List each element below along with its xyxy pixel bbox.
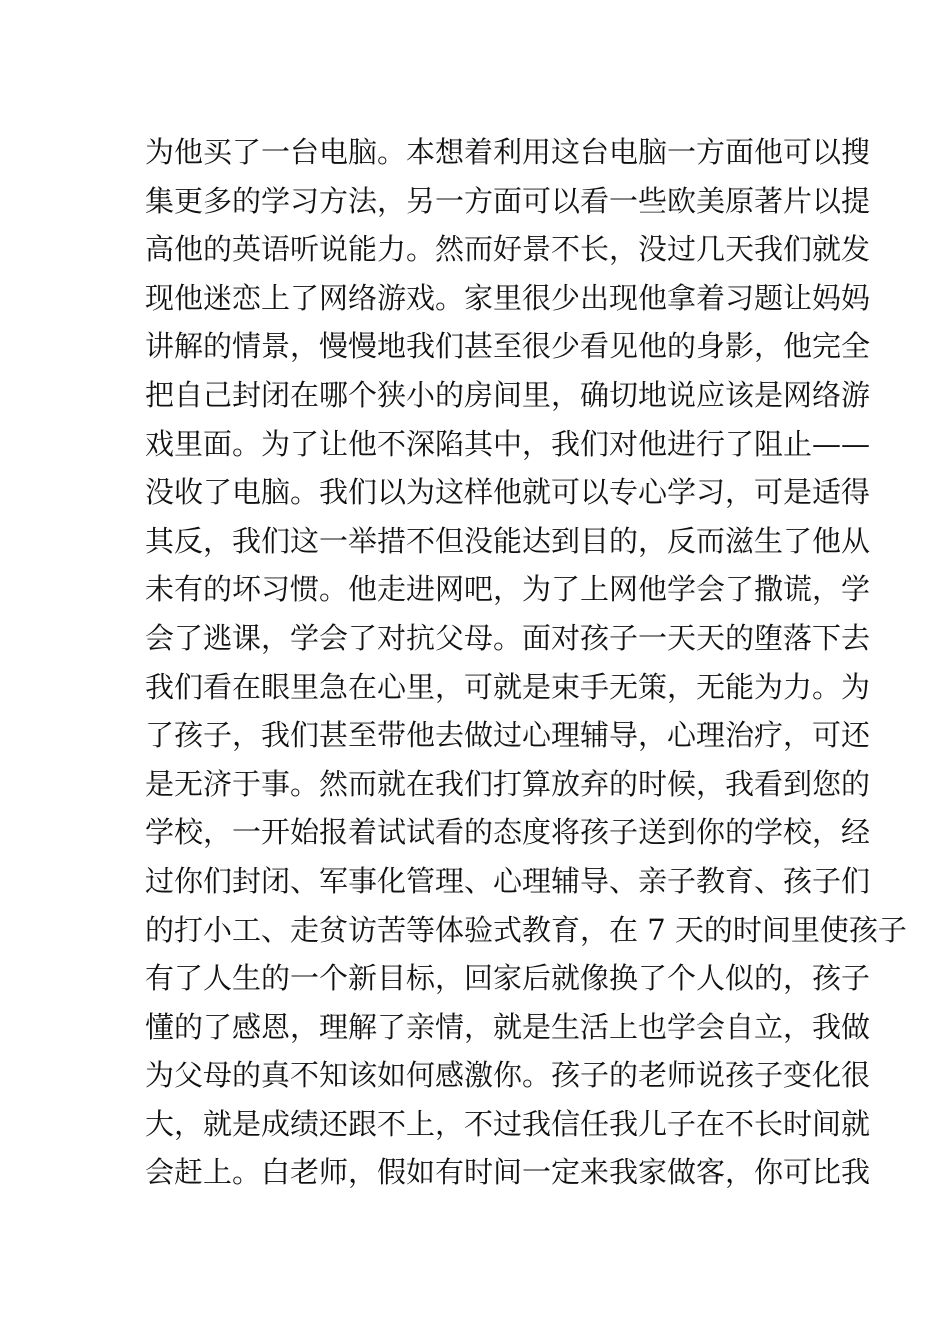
text-line: 没收了电脑。我们以为这样他就可以专心学习，可是适得 bbox=[145, 475, 871, 510]
text-line: 有了人生的一个新目标，回家后就像换了个人似的，孩子 bbox=[145, 961, 871, 996]
text-line: 大，就是成绩还跟不上，不过我信任我儿子在不长时间就 bbox=[145, 1106, 871, 1141]
text-line: 为父母的真不知该如何感激你。孩子的老师说孩子变化很 bbox=[145, 1058, 871, 1093]
text-line: 了孩子，我们甚至带他去做过心理辅导，心理治疗，可还 bbox=[145, 718, 871, 753]
text-line: 其反，我们这一举措不但没能达到目的，反而滋生了他从 bbox=[145, 523, 871, 558]
text-line: 过你们封闭、军事化管理、心理辅导、亲子教育、孩子们 bbox=[145, 863, 871, 898]
text-line: 讲解的情景，慢慢地我们甚至很少看见他的身影，他完全 bbox=[145, 329, 871, 364]
text-line: 我们看在眼里急在心里，可就是束手无策，无能为力。为 bbox=[145, 669, 871, 704]
text-line: 现他迷恋上了网络游戏。家里很少出现他拿着习题让妈妈 bbox=[145, 280, 871, 315]
text-line: 的打小工、走贫访苦等体验式教育，在 7 天的时间里使孩子 bbox=[145, 912, 907, 947]
text-line: 集更多的学习方法，另一方面可以看一些欧美原著片以提 bbox=[145, 183, 871, 218]
text-line: 戏里面。为了让他不深陷其中，我们对他进行了阻止—— bbox=[145, 426, 871, 461]
text-line: 把自己封闭在哪个狭小的房间里，确切地说应该是网络游 bbox=[145, 377, 871, 412]
text-line: 懂的了感恩，理解了亲情，就是生活上也学会自立，我做 bbox=[145, 1009, 871, 1044]
text-line: 会了逃课，学会了对抗父母。面对孩子一天天的堕落下去 bbox=[145, 620, 871, 655]
text-line: 学校，一开始报着试试看的态度将孩子送到你的学校，经 bbox=[145, 815, 871, 850]
text-line: 会赶上。白老师，假如有时间一定来我家做客，你可比我 bbox=[145, 1155, 871, 1190]
text-line: 未有的坏习惯。他走进网吧，为了上网他学会了撒谎，学 bbox=[145, 572, 871, 607]
text-line: 是无济于事。然而就在我们打算放弃的时候，我看到您的 bbox=[145, 766, 871, 801]
text-line: 为他买了一台电脑。本想着利用这台电脑一方面他可以搜 bbox=[145, 135, 871, 169]
body-text bbox=[145, 128, 907, 1197]
text-line: 高他的英语听说能力。然而好景不长，没过几天我们就发 bbox=[145, 232, 871, 267]
